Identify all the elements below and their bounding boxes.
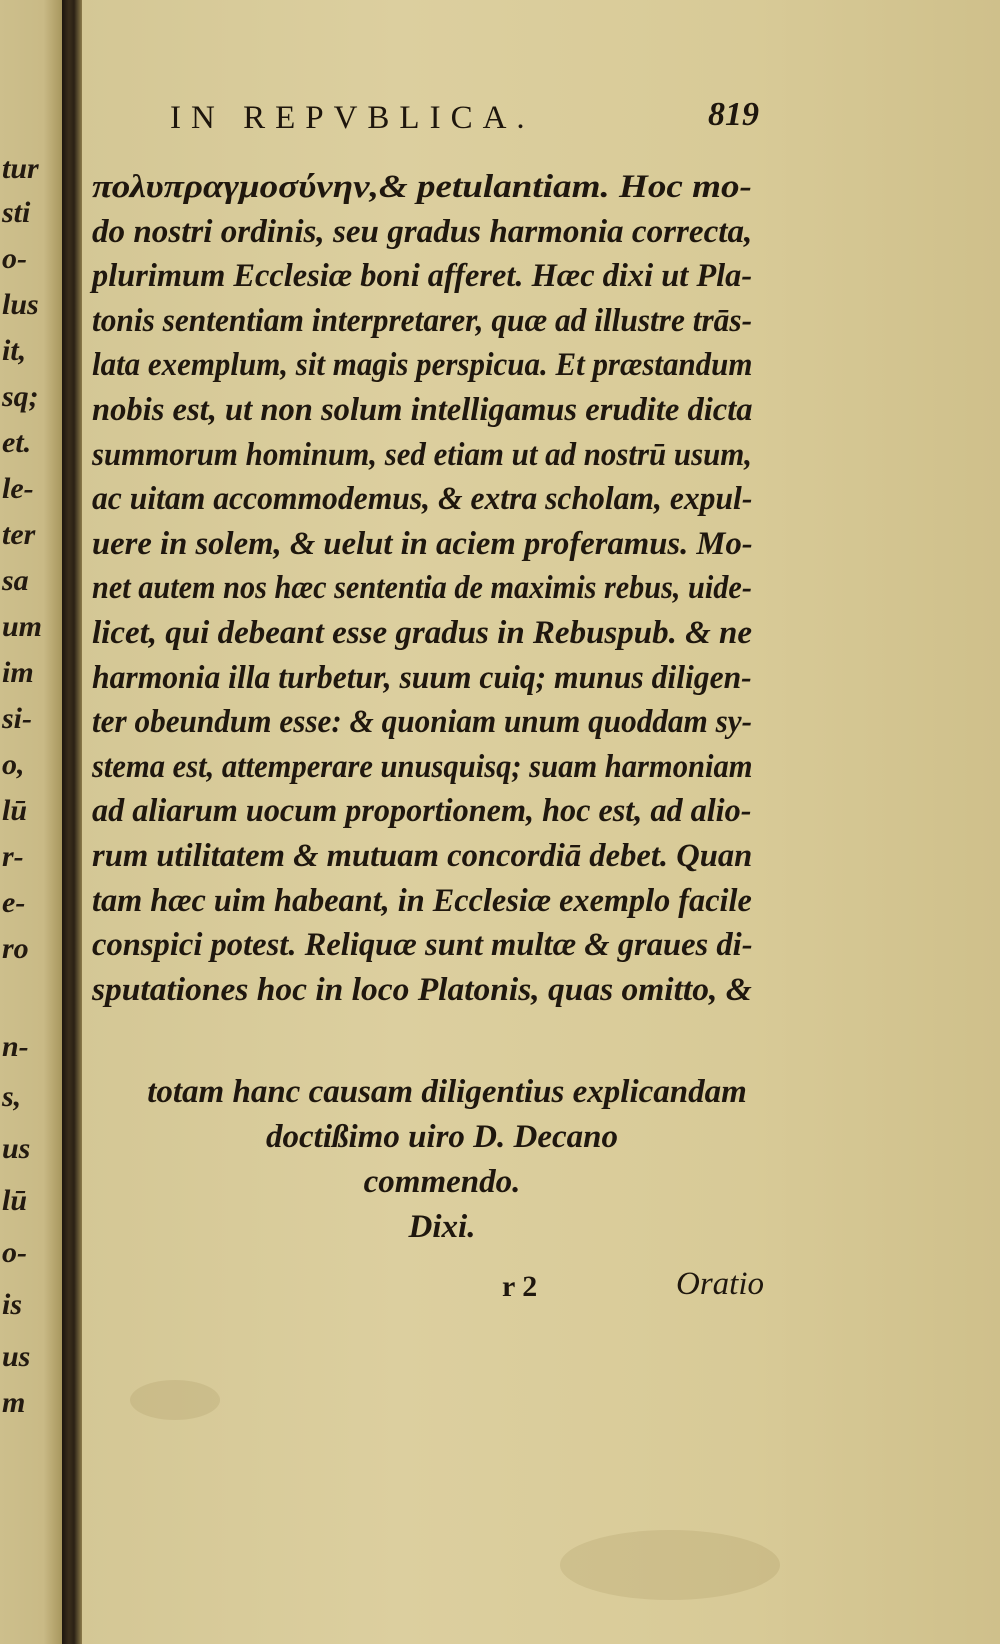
page-number: 819: [708, 96, 759, 133]
closing-line: Dixi.: [408, 1209, 476, 1245]
prev-page-fragment: si-: [2, 702, 32, 735]
prev-page-fragment: sti: [2, 196, 31, 229]
paper-stain: [130, 1380, 220, 1420]
prev-page-fragment: le-: [2, 472, 34, 505]
catchword: Oratio: [676, 1266, 765, 1302]
text-line: tonis sententiam interpretarer, quæ ad illustre trās-: [92, 302, 753, 339]
text-line: ad aliarum uocum proportionem, hoc est, ad alio-: [92, 793, 752, 830]
text-line: net autem nos hæc sententia de maximis rebus, uide-: [92, 570, 752, 607]
prev-page-fragment: e-: [2, 886, 26, 919]
running-head: IN REPVBLICA.: [170, 100, 535, 136]
body-text: [92, 165, 792, 1012]
prev-page-fragment: sa: [2, 564, 29, 597]
prev-page-fragment: it,: [2, 334, 27, 367]
prev-page-fragment: s,: [2, 1080, 22, 1113]
prev-page-fragment: tur: [2, 152, 39, 185]
previous-page-edge: [0, 0, 62, 1644]
text-line: ac uitam accommodemus, & extra scholam, expul-: [92, 481, 753, 518]
text-line: do nostri ordinis, seu gradus harmonia correcta,: [92, 213, 753, 250]
prev-page-fragment: et.: [2, 426, 32, 459]
text-line: stema est, attemperare unusquisq; suam harmoniam: [92, 748, 753, 785]
text-line: conspici potest. Reliquæ sunt multæ & graues di-: [92, 927, 753, 964]
prev-page-fragment: im: [2, 656, 34, 689]
closing-line: totam hanc causam diligentius explicandam: [147, 1074, 747, 1110]
text-line: sputationes hoc in loco Platonis, quas omitto, &: [92, 971, 752, 1008]
paper-stain: [560, 1530, 780, 1600]
prev-page-fragment: ter: [2, 518, 36, 551]
text-line: plurimum Ecclesiæ boni afferet. Hæc dixi ut Pla-: [92, 258, 753, 295]
prev-page-fragment: ro: [2, 932, 29, 965]
text-line: tam hæc uim habeant, in Ecclesiæ exemplo facile: [92, 882, 752, 919]
prev-page-fragment: m: [2, 1386, 26, 1419]
text-line: πολυπραγμοσύνην,& petulantiam. Hoc mo-: [92, 169, 752, 205]
text-line: uere in solem, & uelut in aciem proferamus. Mo-: [92, 525, 753, 562]
prev-page-fragment: us: [2, 1340, 31, 1373]
signature-mark: r 2: [502, 1270, 538, 1303]
closing-text: [92, 1070, 792, 1250]
prev-page-fragment: um: [2, 610, 43, 643]
prev-page-fragment: o-: [2, 1236, 27, 1269]
prev-page-fragment: lū: [2, 794, 28, 827]
text-line: lata exemplum, sit magis perspicua. Et præstandum: [92, 347, 753, 384]
text-line: rum utilitatem & mutuam concordiā debet. Quan: [92, 837, 753, 874]
text-line: licet, qui debeant esse gradus in Rebuspub. & ne: [92, 614, 753, 651]
text-line: ter obeundum esse: & quoniam unum quoddam sy-: [92, 704, 753, 741]
prev-page-fragment: n-: [2, 1030, 29, 1063]
prev-page-fragment: sq;: [2, 380, 39, 413]
prev-page-fragment: r-: [2, 840, 24, 873]
prev-page-fragment: us: [2, 1132, 31, 1165]
text-line: nobis est, ut non solum intelligamus erudite dicta: [92, 391, 753, 428]
closing-line: doctißimo uiro D. Decano: [266, 1119, 618, 1155]
book-gutter: [62, 0, 82, 1644]
closing-line: commendo.: [363, 1164, 521, 1200]
text-line: harmonia illa turbetur, suum cuiq; munus diligen-: [92, 659, 752, 696]
text-line: summorum hominum, sed etiam ut ad nostrū usum,: [92, 436, 753, 473]
prev-page-fragment: lū: [2, 1184, 28, 1217]
prev-page-fragment: o-: [2, 242, 27, 275]
prev-page-fragment: is: [2, 1288, 23, 1321]
prev-page-fragment: o,: [2, 748, 25, 781]
prev-page-fragment: lus: [2, 288, 39, 321]
